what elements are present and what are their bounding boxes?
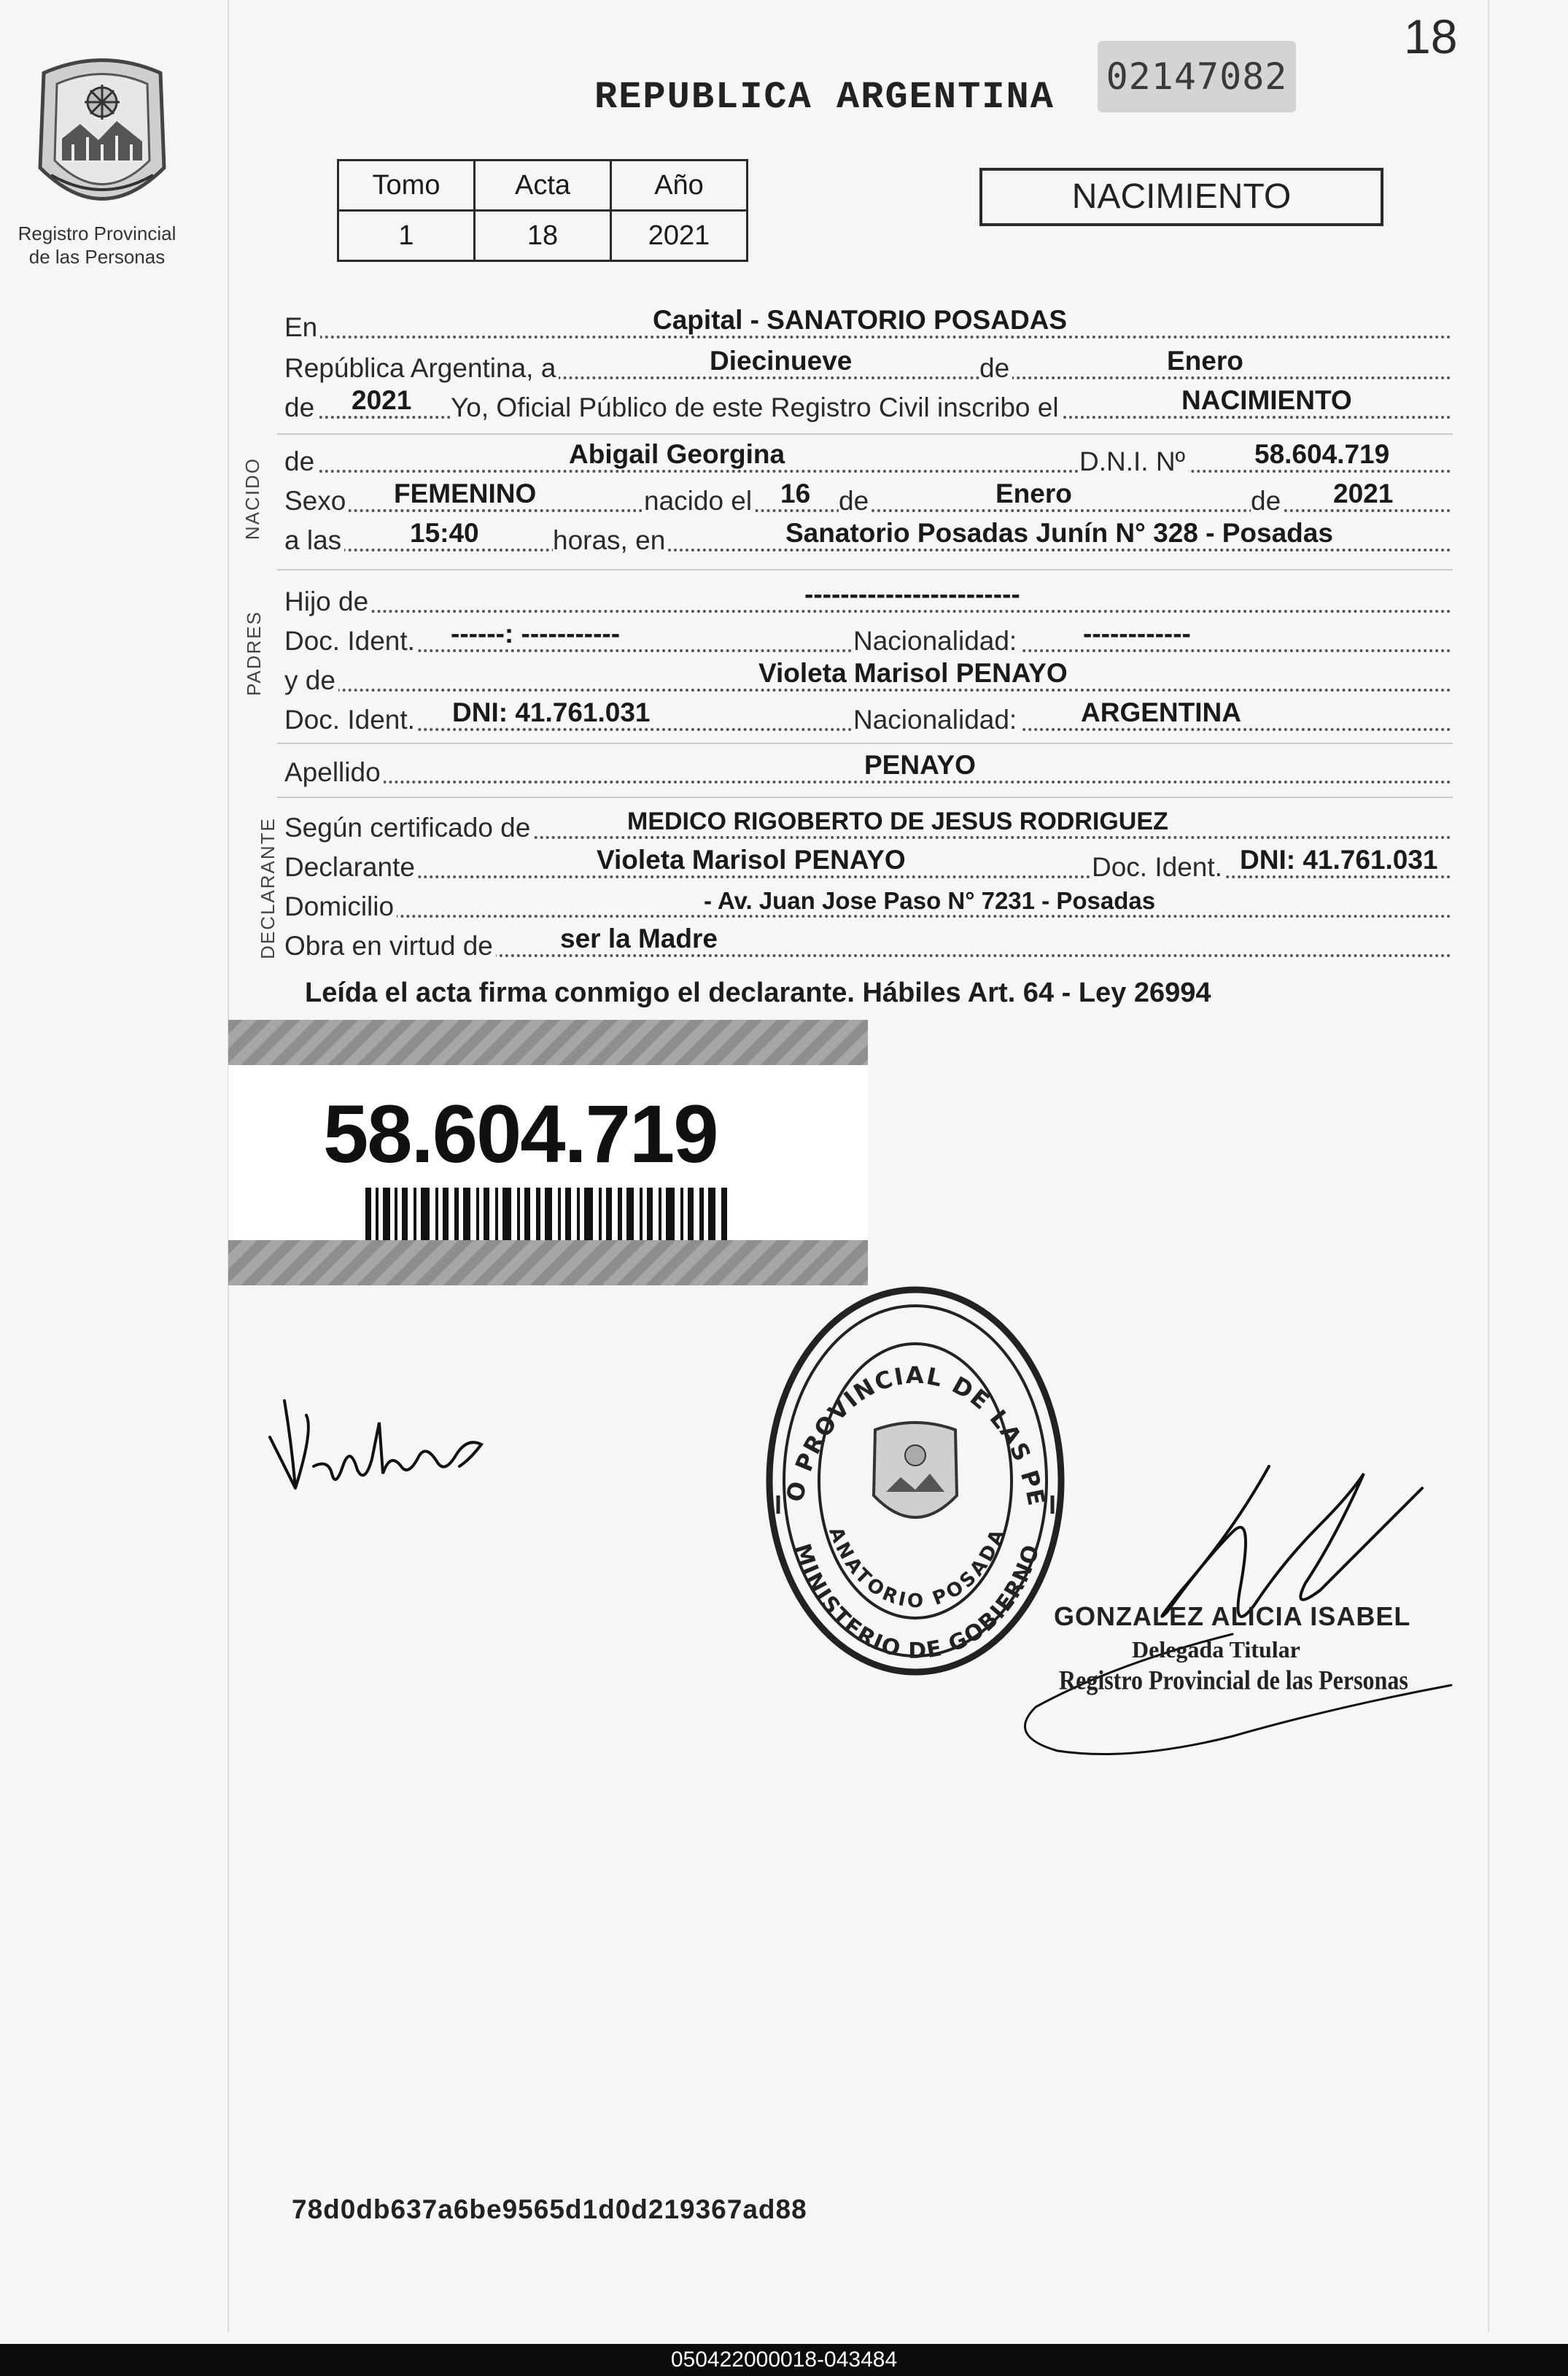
label-declarante-doc: Doc. Ident. xyxy=(1092,852,1225,883)
label-de-month: de xyxy=(839,486,872,516)
sticker-band-bottom xyxy=(228,1240,868,1285)
value-sexo: FEMENINO xyxy=(394,479,537,508)
label-de-name: de xyxy=(284,446,317,477)
record-type-box: NACIMIENTO xyxy=(979,168,1383,226)
province-logo xyxy=(29,51,175,219)
label-father-doc: Doc. Ident. xyxy=(284,626,418,657)
value-obra: ser la Madre xyxy=(560,924,718,953)
value-month: Enero xyxy=(1167,346,1243,376)
line-date xyxy=(284,347,1451,384)
label-mother-nat: Nacionalidad: xyxy=(853,705,1020,735)
value-declarante-doc: DNI: 41.761.031 xyxy=(1240,845,1438,875)
line-mother-doc xyxy=(284,699,1451,735)
value-mother-nat: ARGENTINA xyxy=(1081,697,1241,727)
logo-caption-line2: de las Personas xyxy=(28,246,166,268)
value-mother: Violeta Marisol PENAYO xyxy=(758,658,1068,688)
line-certificate xyxy=(284,807,1451,843)
label-de: de xyxy=(979,353,1012,384)
registry-value-row xyxy=(338,211,748,261)
seal-inner-text: ANATORIO POSADA xyxy=(824,1524,1010,1613)
label-certificado: Según certificado de xyxy=(284,813,533,843)
barcode-icon xyxy=(365,1188,730,1246)
registry-header-tomo: Tomo xyxy=(338,160,475,211)
value-mother-doc: DNI: 41.761.031 xyxy=(452,697,651,727)
registry-header-anio: Año xyxy=(611,160,748,211)
misiones-emblem-icon xyxy=(29,51,175,219)
registry-tomo: 1 xyxy=(338,211,475,261)
line-address xyxy=(284,886,1451,922)
label-dni: D.N.I. Nº xyxy=(1079,446,1188,477)
label-a-las: a las xyxy=(284,525,344,556)
label-republica: República Argentina, a xyxy=(284,353,559,384)
value-father-nat: ------------ xyxy=(1083,619,1191,649)
value-domicilio: - Av. Juan Jose Paso N° 7231 - Posadas xyxy=(704,887,1156,914)
label-domicilio: Domicilio xyxy=(284,891,397,922)
line-surname xyxy=(284,751,1451,788)
document-title: REPUBLICA ARGENTINA xyxy=(594,76,1055,119)
section-label-declarante: DECLARANTE xyxy=(256,817,279,959)
line-time xyxy=(284,519,1451,556)
line-declarant xyxy=(284,846,1451,883)
label-hijo-de: Hijo de xyxy=(284,587,371,617)
sticker-band-top xyxy=(228,1020,868,1065)
footer-code: 050422000018-043484 xyxy=(670,2348,898,2372)
declarant-signature-icon xyxy=(263,1386,503,1503)
value-certificado: MEDICO RIGOBERTO DE JESUS RODRIGUEZ xyxy=(627,808,1168,835)
line-reason xyxy=(284,925,1451,961)
label-sexo: Sexo xyxy=(284,486,349,516)
value-year: 2021 xyxy=(352,385,412,415)
document-hash: 78d0db637a6be9565d1d0d219367ad88 xyxy=(292,2194,807,2224)
line-sex xyxy=(284,480,1451,516)
registry-header-acta: Acta xyxy=(475,160,611,211)
label-de-year: de xyxy=(284,392,317,423)
line-year xyxy=(284,387,1451,423)
section-label-nacido: NACIDO xyxy=(241,457,264,541)
value-day-words: Diecinueve xyxy=(710,346,853,376)
value-child-name: Abigail Georgina xyxy=(569,439,785,469)
line-name xyxy=(284,441,1451,477)
registry-acta: 18 xyxy=(475,211,611,261)
value-birth-month: Enero xyxy=(995,479,1072,508)
page-number: 18 xyxy=(1404,9,1458,63)
section-label-padres: PADRES xyxy=(243,611,265,696)
registry-table xyxy=(337,159,748,262)
label-statement: Yo, Oficial Público de este Registro Civil inscribo el xyxy=(451,392,1062,423)
value-inscribes: NACIMIENTO xyxy=(1181,385,1352,415)
footer-code-bar xyxy=(0,2344,1568,2376)
value-place: Capital - SANATORIO POSADAS xyxy=(653,305,1068,335)
value-declarante: Violeta Marisol PENAYO xyxy=(597,845,906,875)
seal-bottom-text: MINISTERIO DE GOBIERNO xyxy=(788,1540,1046,1664)
line-place xyxy=(284,306,1451,343)
value-apellido: PENAYO xyxy=(864,750,976,780)
label-en: En xyxy=(284,312,320,343)
official-org: Registro Provincial de las Personas xyxy=(1059,1665,1408,1695)
sticker-dni: 58.604.719 xyxy=(323,1088,718,1180)
label-declarante: Declarante xyxy=(284,852,418,883)
closing-note: Leída el acta firma conmigo el declarante. Hábiles Art. 64 - Ley 26994 xyxy=(305,978,1211,1008)
line-father xyxy=(284,581,1451,617)
label-mother-doc: Doc. Ident. xyxy=(284,705,418,735)
value-time: 15:40 xyxy=(410,518,479,548)
label-obra: Obra en virtud de xyxy=(284,931,496,961)
line-mother xyxy=(284,659,1451,696)
seal-outer-text: O PROVINCIAL DE LAS PE xyxy=(780,1361,1051,1509)
registry-header-row xyxy=(338,160,748,211)
value-child-dni: 58.604.719 xyxy=(1254,439,1390,469)
value-father-doc: ------: ----------- xyxy=(451,619,621,649)
value-birth-day: 16 xyxy=(780,479,811,508)
fold-line xyxy=(1488,0,1489,2332)
line-father-doc xyxy=(284,620,1451,657)
logo-caption-line1: Registro Provincial xyxy=(18,222,176,244)
label-nacido-el: nacido el xyxy=(644,486,755,516)
dni-sticker xyxy=(228,1020,868,1285)
registry-anio: 2021 xyxy=(611,211,748,261)
label-de-birth-year: de xyxy=(1251,486,1284,516)
official-name: GONZALEZ ALICIA ISABEL xyxy=(1054,1601,1411,1631)
official-role: Delegada Titular xyxy=(1132,1636,1300,1663)
label-apellido: Apellido xyxy=(284,757,384,788)
label-father-nat: Nacionalidad: xyxy=(853,626,1020,657)
value-father: ------------------------ xyxy=(804,579,1020,609)
logo-caption xyxy=(6,222,188,268)
label-horas: horas, en xyxy=(553,525,668,556)
value-birth-year: 2021 xyxy=(1333,479,1394,508)
value-birth-place: Sanatorio Posadas Junín N° 328 - Posadas xyxy=(785,518,1333,548)
label-y-de: y de xyxy=(284,665,338,696)
serial-number: 02147082 xyxy=(1098,41,1296,112)
